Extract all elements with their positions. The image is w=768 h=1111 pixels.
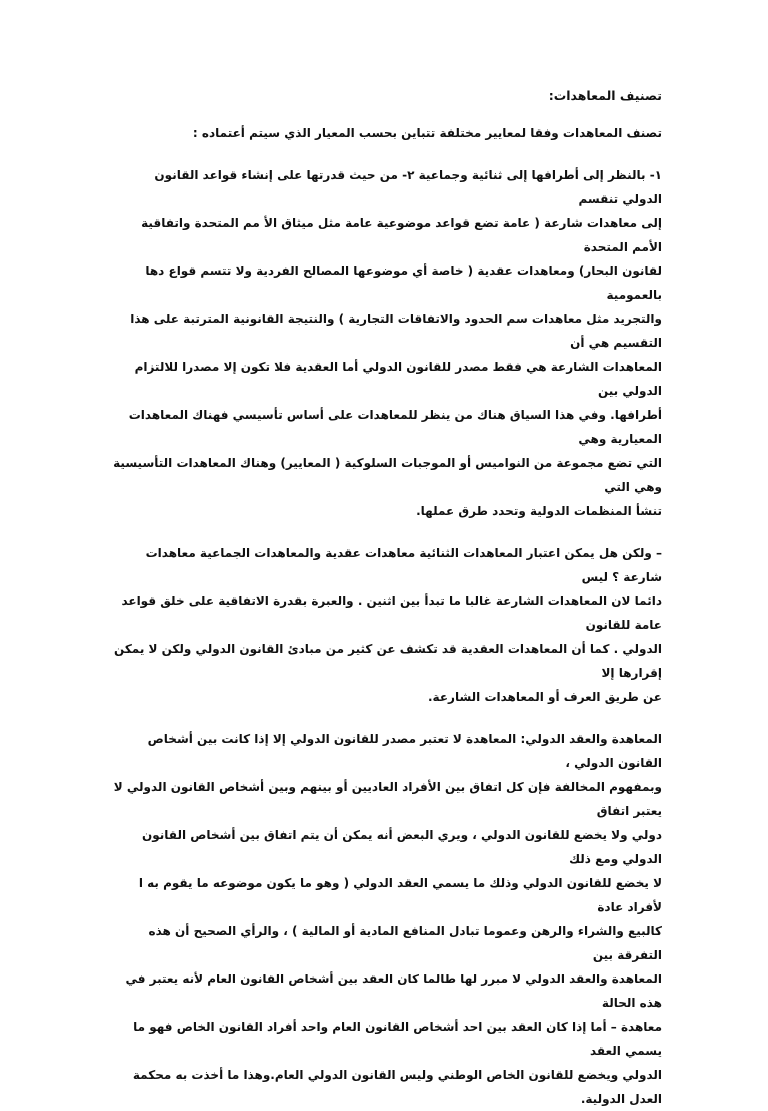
paragraph-classification bbox=[112, 163, 662, 523]
paragraph-line: الدولي . كما أن المعاهدات العقدية قد تكشف عن كثير من مبادئ القانون الدولي ولكن لا يمكن إقرارها إلا bbox=[114, 642, 662, 680]
paragraph-line: التي تضع مجموعة من النواميس أو الموجبات السلوكية ( المعايير) وهناك المعاهدات التأسيسية وهي التي bbox=[113, 456, 662, 494]
paragraph-line: معاهدة – أما إذا كان العقد بين احد أشخاص القانون العام واحد أفراد القانون الخاص فهو ما يسمي العقد bbox=[133, 1020, 662, 1058]
paragraph-line: لا يخضع للقانون الدولي وذلك ما يسمي العقد الدولي ( وهو ما يكون موضوعه ما يقوم به ا لأفراد عادة bbox=[138, 876, 662, 914]
document-heading: تصنيف المعاهدات: bbox=[548, 88, 662, 103]
paragraph-line: الدولي ويخضع للقانون الخاص الوطني وليس القانون الدولي العام.وهذا ما أخذت به محكمة العدل الدولية. bbox=[132, 1068, 662, 1106]
paragraph-line: المعاهدة والعقد الدولي: المعاهدة لا تعتبر مصدر للقانون الدولي إلا إذا كانت بين أشخاص القانون الدولي ، bbox=[147, 732, 662, 770]
paragraph-line: والتجريد مثل معاهدات سم الحدود والاتفاقات التجارية ) والنتيجة القانونية المترتبة على هذا التقسيم هي أن bbox=[130, 312, 662, 350]
intro-line: تصنف المعاهدات وفقا لمعايير مختلفة تتباين بحسب المعيار الذي سيتم أعتماده : bbox=[192, 126, 662, 140]
paragraph-line: المعاهدة والعقد الدولي لا مبرر لها طالما كان العقد بين أشخاص القانون العام لأنه يعتبر في هذه الحالة bbox=[125, 972, 662, 1010]
paragraph-line: لقانون البحار) ومعاهدات عقدية ( خاصة أي موضوعها المصالح الفردية ولا تتسم قواع دها بالعمومية bbox=[145, 264, 662, 302]
paragraph-bilateral-question bbox=[112, 541, 662, 709]
paragraph-line: – ولكن هل يمكن اعتبار المعاهدات الثنائية معاهدات عقدية والمعاهدات الجماعية معاهدات شارعة ؟ ليس bbox=[145, 546, 662, 584]
paragraph-line: أطرافها. وفي هذا السياق هناك من ينظر للمعاهدات على أساس تأسيسي فهناك المعاهدات المعيارية وهي bbox=[128, 408, 662, 446]
paragraph-line: ١- بالنظر إلى أطرافها إلى ثنائية وجماعية ٢- من حيث قدرتها على إنشاء قواعد القانون الدولي تنقسم bbox=[154, 168, 662, 206]
paragraph-line: إلى معاهدات شارعة ( عامة تضع قواعد موضوعية عامة مثل ميثاق الأ مم المتحدة واتفاقية الأمم المتحدة bbox=[141, 216, 662, 254]
paragraph-line: عن طريق العرف أو المعاهدات الشارعة. bbox=[428, 690, 662, 704]
paragraph-line: دائما لان المعاهدات الشارعة غالبا ما تبدأ بين اثنين . والعبرة بقدرة الاتفاقية على خلق قواعد عامة للقانون bbox=[121, 594, 662, 632]
paragraph-line: كالبيع والشراء والرهن وعموما تبادل المنافع المادية أو المالية ) ، والرأي الصحيح أن هذه التفرقة بين bbox=[148, 924, 662, 962]
paragraph-line: دولي ولا يخضع للقانون الدولي ، ويري البعض أنه يمكن أن يتم اتفاق بين أشخاص القانون الدولي ومع ذلك bbox=[142, 828, 662, 866]
paragraph-line: وبمفهوم المخالفة فإن كل اتفاق بين الأفراد العاديين أو بينهم وبين أشخاص القانون الدولي لا يعتبر اتفاق bbox=[113, 780, 662, 818]
paragraph-line: تنشأ المنظمات الدولية وتحدد طرق عملها. bbox=[416, 504, 662, 518]
paragraph-line: المعاهدات الشارعة هي فقط مصدر للقانون الدولي أما العقدية فلا تكون إلا مصدرا للالتزام الدولي بين bbox=[134, 360, 662, 398]
paragraph-treaty-contract bbox=[112, 727, 662, 1111]
intro-paragraph bbox=[112, 121, 662, 145]
document-body bbox=[112, 86, 662, 1111]
